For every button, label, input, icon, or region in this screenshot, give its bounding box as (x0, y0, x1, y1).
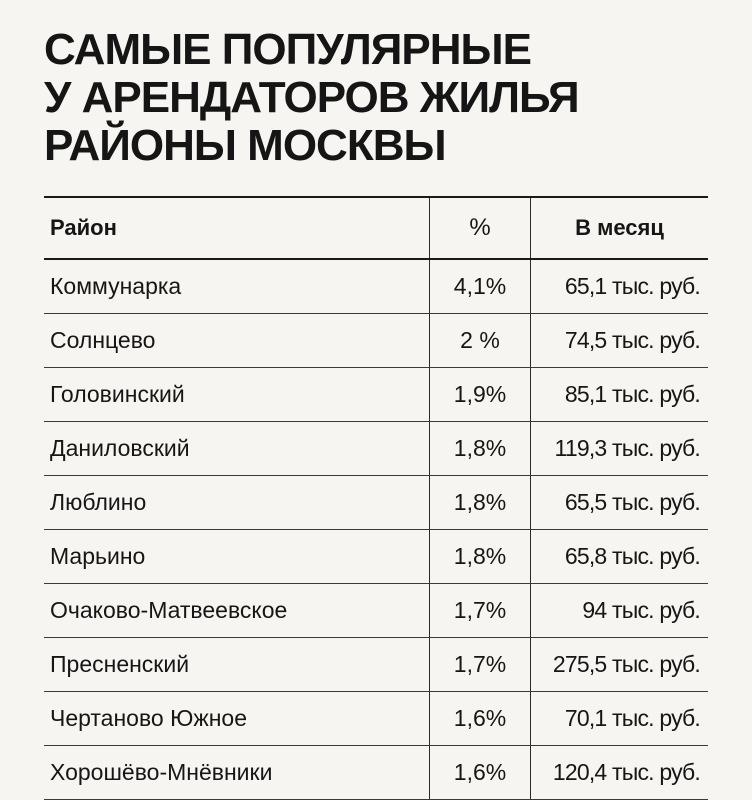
district-rent: 120,4 тыс. руб. (530, 746, 708, 799)
table-row (44, 476, 708, 530)
title-line-1: САМЫЕ ПОПУЛЯРНЫЕ (44, 25, 531, 74)
table-row (44, 638, 708, 692)
district-name: Солнцево (50, 327, 156, 353)
header-district: Район (50, 215, 117, 240)
district-name: Марьино (50, 543, 146, 569)
district-name: Головинский (50, 381, 185, 407)
district-rent: 74,5 тыс. руб. (530, 314, 708, 367)
district-percent: 1,8% (429, 422, 530, 475)
district-rent: 70,1 тыс. руб. (530, 692, 708, 745)
district-percent: 1,7% (429, 584, 530, 637)
header-percent: % (429, 198, 530, 258)
district-percent: 1,8% (429, 530, 530, 583)
district-name: Хорошёво-Мнёвники (50, 759, 273, 785)
district-percent: 1,6% (429, 746, 530, 799)
page-title (44, 26, 579, 170)
district-percent: 1,7% (429, 638, 530, 691)
district-rent: 119,3 тыс. руб. (530, 422, 708, 475)
table-row (44, 314, 708, 368)
table-row (44, 584, 708, 638)
district-name: Коммунарка (50, 273, 182, 299)
district-percent: 1,9% (429, 368, 530, 421)
district-rent: 275,5 тыс. руб. (530, 638, 708, 691)
district-name: Чертаново Южное (50, 705, 248, 731)
district-rent: 85,1 тыс. руб. (530, 368, 708, 421)
district-percent: 4,1% (429, 260, 530, 313)
district-rent: 94 тыс. руб. (530, 584, 708, 637)
district-percent: 1,8% (429, 476, 530, 529)
district-name: Очаково-Матвеевское (50, 597, 288, 623)
district-rent: 65,8 тыс. руб. (530, 530, 708, 583)
header-per-month: В месяц (530, 198, 708, 258)
table-row (44, 422, 708, 476)
district-name: Даниловский (50, 435, 190, 461)
table-header-row (44, 198, 708, 260)
table-row (44, 746, 708, 800)
table-row (44, 530, 708, 584)
title-line-3: РАЙОНЫ МОСКВЫ (44, 121, 446, 170)
title-line-2: У АРЕНДАТОРОВ ЖИЛЬЯ (44, 73, 579, 122)
table-row (44, 692, 708, 746)
district-name: Пресненский (50, 651, 190, 677)
district-percent: 2 % (429, 314, 530, 367)
district-rent: 65,1 тыс. руб. (530, 260, 708, 313)
table-row (44, 260, 708, 314)
table-row (44, 368, 708, 422)
district-rent: 65,5 тыс. руб. (530, 476, 708, 529)
districts-table (44, 196, 708, 800)
district-name: Люблино (50, 489, 147, 515)
district-percent: 1,6% (429, 692, 530, 745)
